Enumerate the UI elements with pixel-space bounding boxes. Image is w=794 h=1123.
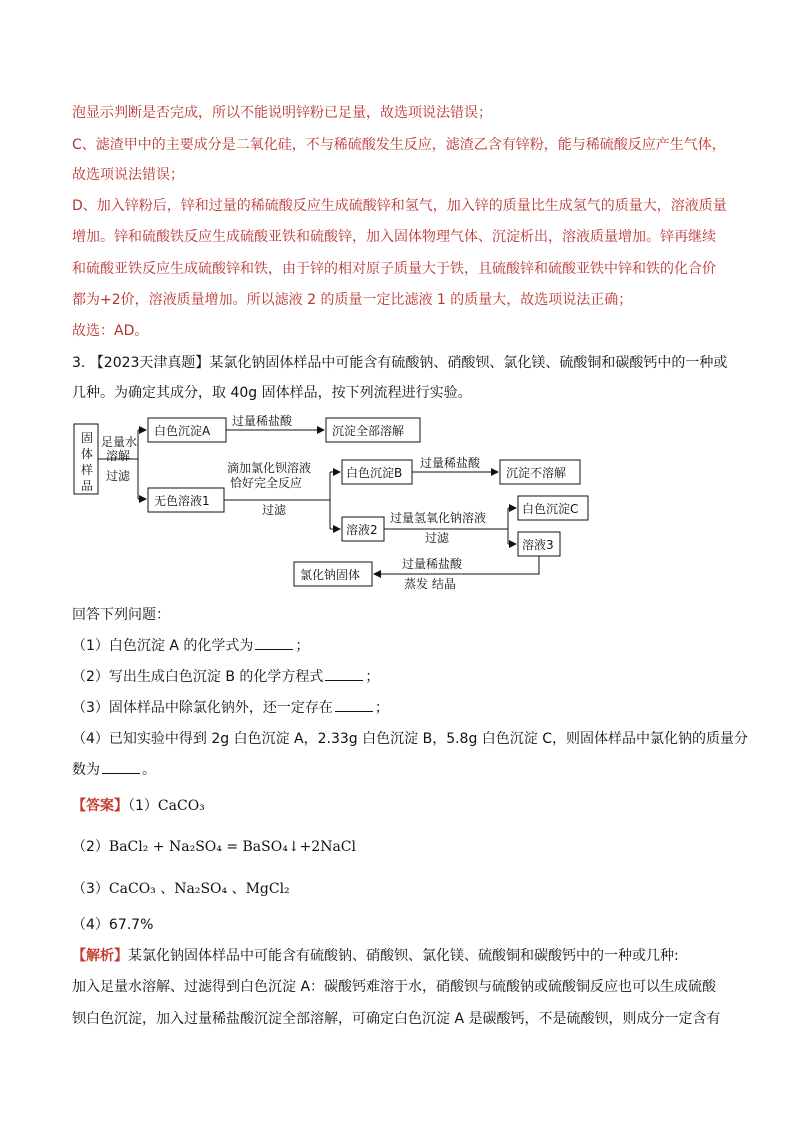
svg-text:无色溶液1: 无色溶液1 — [154, 494, 210, 508]
svg-text:沉淀不溶解: 沉淀不溶解 — [506, 466, 567, 480]
analysis-2: 加入足量水溶解、过滤得到白色沉淀 A：碳酸钙难溶于水，硝酸钡与硫酸钠或硫酸铜反应也可以生成硫酸 — [72, 979, 717, 995]
text-line: 都为+2价，溶液质量增加。所以滤液 2 的质量一定比滤液 1 的质量大，故选项说法正确； — [72, 292, 633, 308]
answer-2: （2）BaCl₂ + Na₂SO₄ = BaSO₄↓+2NaCl — [72, 839, 356, 855]
svg-text:过滤: 过滤 — [425, 531, 450, 545]
text-line: 增加。锌和硫酸铁反应生成硫酸亚铁和硫酸锌，加入固体物理气体、沉淀析出，溶液质量增加。锌再继续 — [72, 229, 716, 245]
step1-label: 足量水 — [101, 435, 138, 449]
svg-text:白色沉淀C: 白色沉淀C — [522, 502, 579, 516]
answer-4: （4）67.7% — [72, 917, 154, 933]
text-line: C、滤渣甲中的主要成分是二氧化硅，不与稀硫酸发生反应，滤渣乙含有锌粉，能与稀硫酸反应产生气体， — [72, 137, 726, 153]
svg-text:过量稀盐酸: 过量稀盐酸 — [420, 456, 481, 470]
svg-text:过量氢氧化钠溶液: 过量氢氧化钠溶液 — [390, 511, 487, 525]
svg-text:品: 品 — [81, 479, 94, 493]
text-line: 泡显示判断是否完成，所以不能说明锌粉已足量，故选项说法错误； — [72, 105, 492, 121]
answer-1: 【答案】（1）CaCO₃ — [72, 798, 205, 814]
answer-label: 【答案】 — [72, 798, 128, 814]
subquestion-2: （2）写出生成白色沉淀 B 的化学方程式 ； — [72, 669, 380, 685]
text-line: D、加入锌粉后，锌和过量的稀硫酸反应生成硫酸锌和氢气，加入锌的质量比生成氢气的质量大，溶液质量 — [72, 198, 727, 214]
question-stem: 几种。为确定其成分，取 40g 固体样品，按下列流程进行实验。 — [72, 385, 472, 401]
svg-text:白色沉淀B: 白色沉淀B — [346, 466, 403, 480]
svg-text:恰好完全反应: 恰好完全反应 — [230, 476, 303, 490]
subquestion-1: （1）白色沉淀 A 的化学式为 ； — [72, 638, 310, 654]
svg-text:过量稀盐酸: 过量稀盐酸 — [232, 414, 293, 428]
text-line: 故选项说法错误； — [72, 167, 184, 183]
subquestion-4: （4）已知实验中得到 2g 白色沉淀 A，2.33g 白色沉淀 B，5.8g 白色沉淀 C，则固体样品中氯化钠的质量分 — [72, 731, 749, 747]
svg-text:蒸发 结晶: 蒸发 结晶 — [404, 577, 456, 591]
svg-text:氯化钠固体: 氯化钠固体 — [300, 568, 361, 582]
text-line: 故选：AD。 — [72, 323, 149, 339]
svg-text:滴加氯化钡溶液: 滴加氯化钡溶液 — [227, 461, 312, 475]
question-stem: 3. 【2023天津真题】某氯化钠固体样品中可能含有硫酸钠、硝酸钡、氯化镁、硫酸铜和碳酸钙中的一种或 — [72, 355, 728, 371]
svg-text:样: 样 — [81, 463, 94, 477]
svg-text:溶液3: 溶液3 — [522, 538, 554, 552]
svg-text:溶解: 溶解 — [106, 449, 131, 463]
svg-text:白色沉淀A: 白色沉淀A — [154, 424, 211, 438]
svg-text:体: 体 — [81, 447, 94, 461]
analysis-label: 【解析】 — [72, 948, 128, 964]
sample-label: 固 — [81, 431, 94, 445]
subquestion-4-cont: 数为 。 — [72, 762, 156, 778]
answer-3: （3）CaCO₃ 、Na₂SO₄ 、MgCl₂ — [72, 881, 290, 897]
answer-intro: 回答下列问题： — [72, 607, 170, 623]
svg-text:过滤: 过滤 — [106, 469, 131, 483]
subquestion-3: （3）固体样品中除氯化钠外，还一定存在 ； — [72, 700, 389, 716]
svg-text:沉淀全部溶解: 沉淀全部溶解 — [332, 424, 405, 438]
analysis-1: 【解析】某氯化钠固体样品中可能含有硫酸钠、硝酸钡、氯化镁、硫酸铜和碳酸钙中的一种或几种: — [72, 948, 679, 964]
analysis-3: 钡白色沉淀，加入过量稀盐酸沉淀全部溶解，可确定白色沉淀 A 是碳酸钙，不是硫酸钡，则成分一定含有 — [72, 1011, 721, 1027]
svg-text:过量稀盐酸: 过量稀盐酸 — [402, 557, 463, 571]
flowchart — [72, 412, 612, 592]
svg-text:溶液2: 溶液2 — [346, 523, 378, 537]
text-line: 和硫酸亚铁反应生成硫酸锌和铁，由于锌的相对原子质量大于铁，且硫酸锌和硫酸亚铁中锌和铁的化合价 — [72, 261, 716, 277]
svg-text:过滤: 过滤 — [262, 503, 287, 517]
